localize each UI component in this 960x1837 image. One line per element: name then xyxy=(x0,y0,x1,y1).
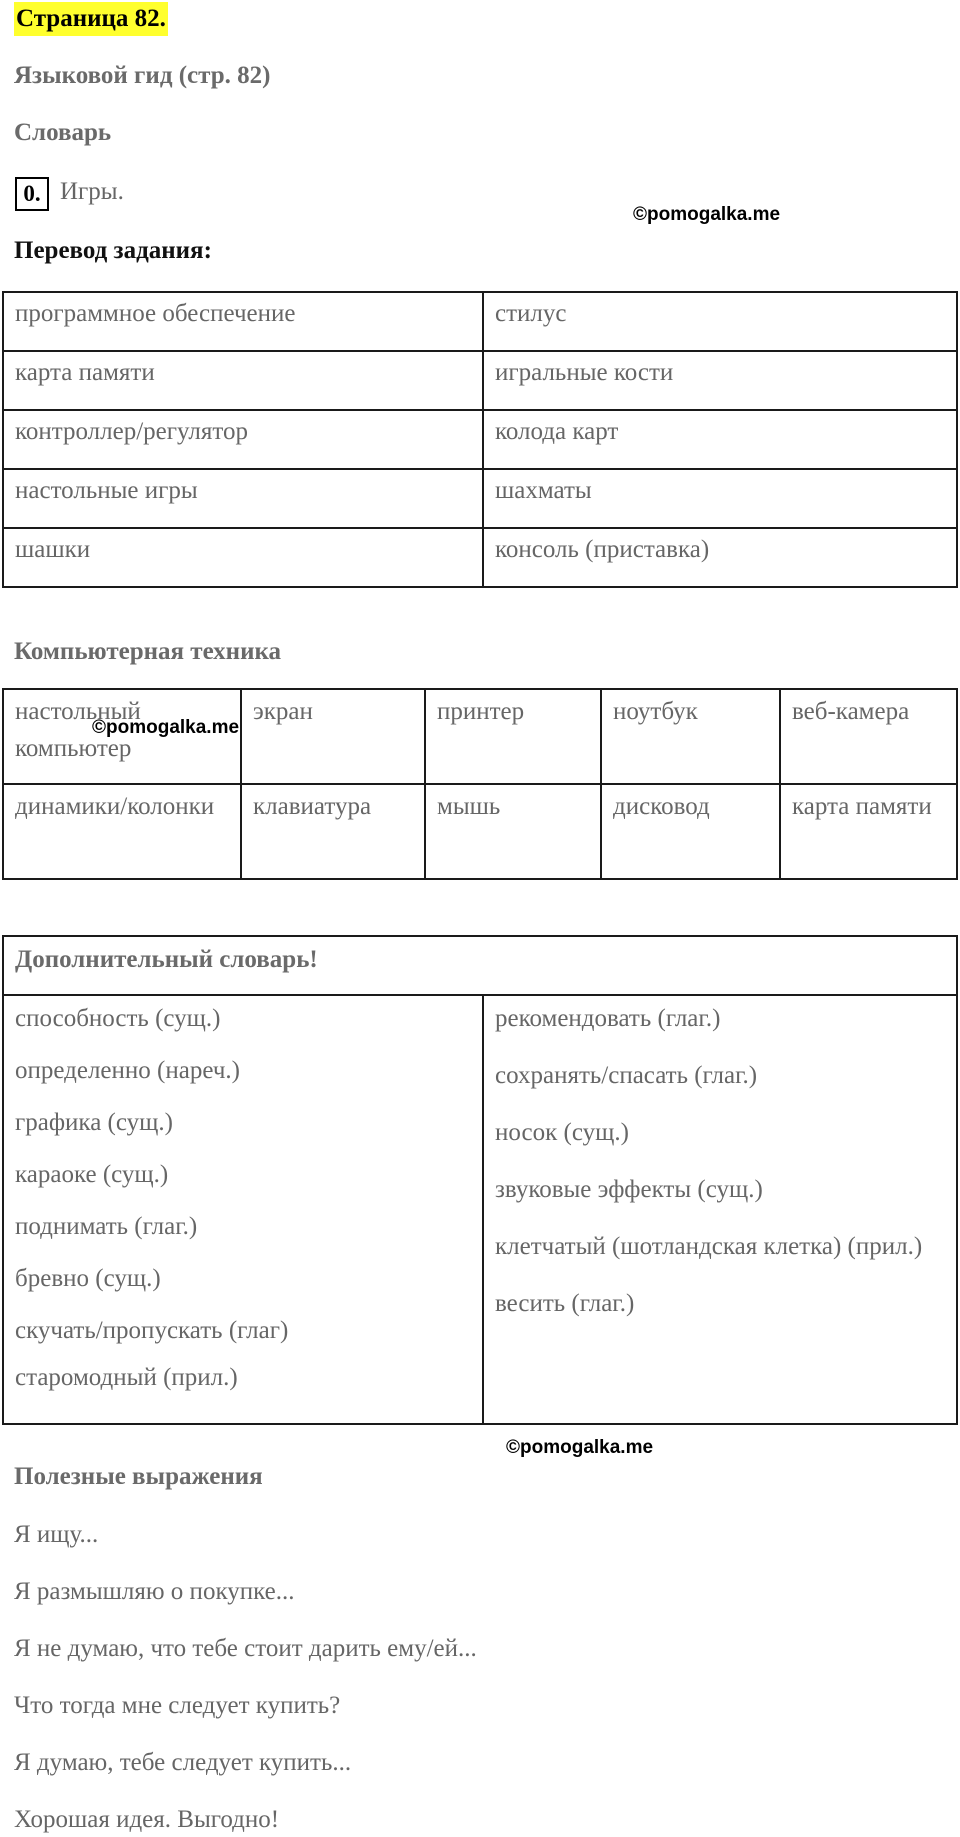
watermark: ©pomogalka.me xyxy=(633,204,781,225)
list-item: поднимать (глаг.) xyxy=(15,1213,198,1240)
list-item: старомодный (прил.) xyxy=(15,1364,238,1391)
list-item: весить (глаг.) xyxy=(495,1290,635,1317)
games-vocabulary-table xyxy=(2,291,958,588)
list-item: носок (сущ.) xyxy=(495,1119,629,1146)
table-row xyxy=(3,410,957,469)
table-cell: настольный компьютер xyxy=(3,689,241,784)
table-cell: карта памяти xyxy=(3,351,483,410)
table-row xyxy=(3,469,957,528)
section-title: Языковой гид (стр. 82) xyxy=(14,62,271,89)
watermark: ©pomogalka.me xyxy=(506,1437,654,1458)
table-cell: настольные игры xyxy=(3,469,483,528)
table-cell: динамики/колонки xyxy=(3,784,241,879)
list-item: бревно (сущ.) xyxy=(15,1265,161,1292)
extra-vocabulary-left-column xyxy=(3,995,483,1424)
table-row xyxy=(3,351,957,410)
phrase-item: Я не думаю, что тебе стоит дарить ему/ей... xyxy=(14,1635,477,1662)
table-cell: карта памяти xyxy=(780,784,957,879)
task-text: Игры. xyxy=(60,178,124,205)
table-cell: контроллер/регулятор xyxy=(3,410,483,469)
list-item: звуковые эффекты (сущ.) xyxy=(495,1176,763,1203)
table-cell: дисковод xyxy=(601,784,780,879)
dictionary-title: Словарь xyxy=(14,119,112,146)
list-item: графика (сущ.) xyxy=(15,1109,173,1136)
table-cell: консоль (приставка) xyxy=(483,528,957,587)
list-item: рекомендовать (глаг.) xyxy=(495,1005,721,1032)
page-title: Страница 82. xyxy=(14,2,168,36)
watermark: ©pomogalka.me xyxy=(92,717,240,738)
list-item: способность (сущ.) xyxy=(15,1005,221,1032)
phrase-item: Я думаю, тебе следует купить... xyxy=(14,1749,352,1776)
table-cell: ноутбук xyxy=(601,689,780,784)
list-item: караоке (сущ.) xyxy=(15,1161,169,1188)
phrase-item: Что тогда мне следует купить? xyxy=(14,1692,341,1719)
table-cell: колода карт xyxy=(483,410,957,469)
table-cell: игральные кости xyxy=(483,351,957,410)
table-cell: мышь xyxy=(425,784,601,879)
table-cell: шашки xyxy=(3,528,483,587)
table-cell: клавиатура xyxy=(241,784,425,879)
table-row xyxy=(3,292,957,351)
table-cell: шахматы xyxy=(483,469,957,528)
list-item: клетчатый (шотландская клетка) (прил.) xyxy=(495,1233,923,1260)
extra-vocabulary-table xyxy=(2,935,958,1425)
translation-title: Перевод задания: xyxy=(14,237,212,264)
phrase-item: Я ищу... xyxy=(14,1521,99,1548)
computer-title: Компьютерная техника xyxy=(14,638,282,665)
list-item: скучать/пропускать (глаг) xyxy=(15,1317,289,1344)
phrases-title: Полезные выражения xyxy=(14,1463,263,1490)
task-number: 0. xyxy=(15,177,49,211)
extra-vocabulary-right-column xyxy=(483,995,957,1424)
table-cell: веб-камера xyxy=(780,689,957,784)
table-row xyxy=(3,995,957,1424)
table-row xyxy=(3,784,957,879)
table-row xyxy=(3,936,957,995)
list-item: определенно (нареч.) xyxy=(15,1057,240,1084)
table-cell: экран xyxy=(241,689,425,784)
table-row xyxy=(3,528,957,587)
phrase-item: Я размышляю о покупке... xyxy=(14,1578,295,1605)
extra-vocabulary-title: Дополнительный словарь! xyxy=(3,936,957,995)
list-item: сохранять/спасать (глаг.) xyxy=(495,1062,758,1089)
table-cell: принтер xyxy=(425,689,601,784)
phrase-item: Хорошая идея. Выгодно! xyxy=(14,1806,280,1833)
table-cell: программное обеспечение xyxy=(3,292,483,351)
table-cell: стилус xyxy=(483,292,957,351)
